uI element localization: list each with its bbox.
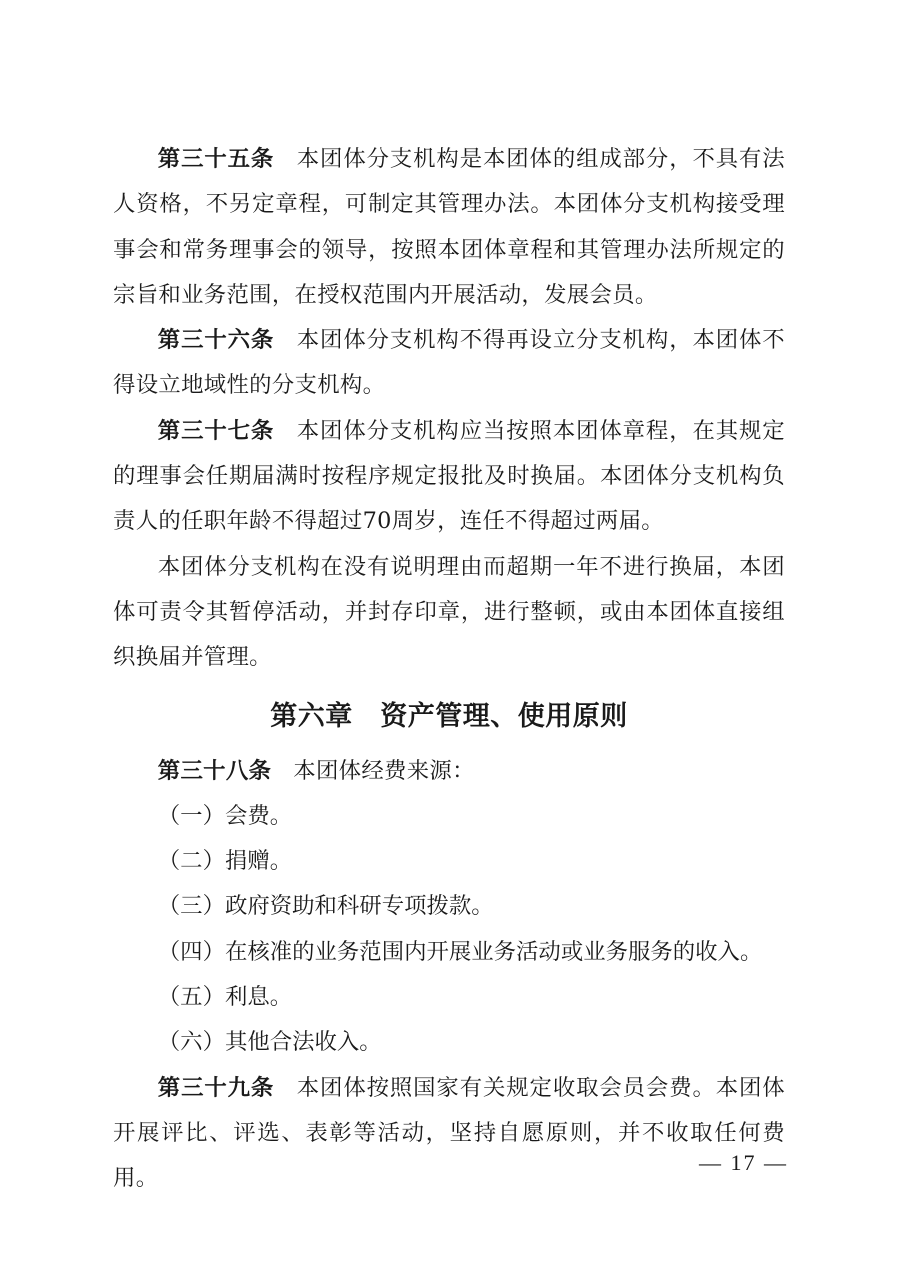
article-36 bbox=[113, 318, 785, 409]
funding-item: （六）其他合法收入。 bbox=[157, 1029, 382, 1056]
article-text: 本团体分支机构是本团体的组成部分，不具有法人资格，不另定章程，可制定其管理办法。本团体分支机构接受理事会和常务理事会的领导，按照本团体章程和其管理办法所规定的宗旨和业务范围，在授权范围内开展活动，发展会员。 bbox=[113, 146, 785, 308]
article-38 bbox=[113, 749, 785, 794]
funding-item: （三）政府资助和科研专项拨款。 bbox=[157, 893, 494, 920]
article-label: 第三十六条 bbox=[157, 327, 275, 354]
article-text: 本团体按照国家有关规定收取会员会费。本团体开展评比、评选、表彰等活动，坚持自愿原则，并不收取任何费用。 bbox=[113, 1074, 785, 1192]
article-label: 第三十九条 bbox=[157, 1074, 275, 1101]
chapter-title: 第六章 资产管理、使用原则 bbox=[270, 700, 628, 732]
article-text: 本团体分支机构不得再设立分支机构，本团体不得设立地域性的分支机构。 bbox=[113, 327, 785, 399]
page-body bbox=[113, 137, 785, 1202]
article-text: 本团体分支机构应当按照本团体章程，在其规定的理事会任期届满时按程序规定报批及时换届。本团体分支机构负责人的任职年龄不得超过70周岁，连任不得超过两届。 bbox=[113, 417, 785, 535]
article-label: 第三十八条 bbox=[157, 757, 272, 784]
article-37 bbox=[113, 409, 785, 545]
funding-item: （四）在核准的业务范围内开展业务活动或业务服务的收入。 bbox=[157, 938, 763, 965]
article-text: 本团体经费来源： bbox=[293, 757, 475, 784]
funding-item: （二）捐赠。 bbox=[157, 848, 293, 875]
article-label: 第三十七条 bbox=[157, 417, 275, 444]
article-39 bbox=[113, 1066, 785, 1202]
article-37-paragraph-2: 本团体分支机构在没有说明理由而超期一年不进行换届，本团体可责令其暂停活动，并封存印章，进行整顿，或由本团体直接组织换届并管理。 bbox=[113, 553, 785, 671]
funding-item: （五）利息。 bbox=[157, 984, 293, 1011]
article-35 bbox=[113, 137, 785, 318]
page-number: — 17 — bbox=[699, 1150, 788, 1175]
funding-item: （一）会费。 bbox=[157, 802, 293, 829]
article-label: 第三十五条 bbox=[157, 146, 275, 172]
